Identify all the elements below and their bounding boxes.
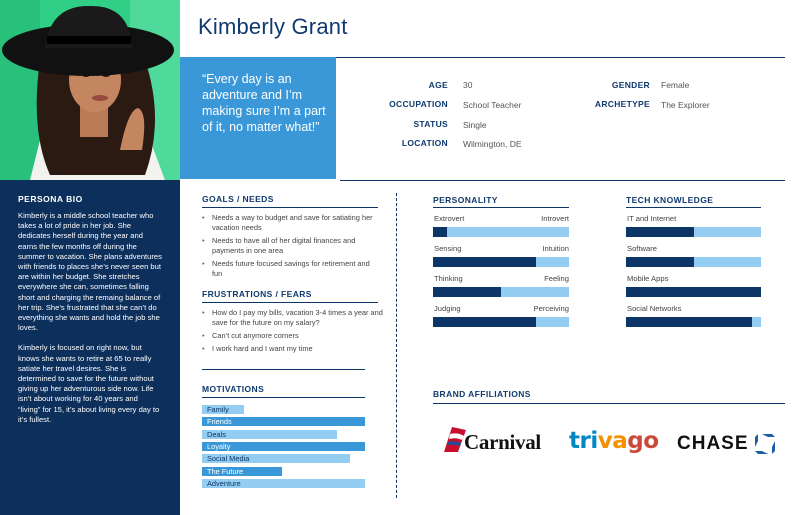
age-label: AGE — [428, 80, 448, 90]
column-divider — [396, 193, 397, 498]
motivation-row — [202, 467, 365, 476]
persona-photo — [0, 0, 180, 180]
personality-left-label: Sensing — [434, 244, 462, 253]
personality-slider — [433, 287, 569, 297]
motivation-bar: Deals — [202, 430, 337, 439]
personality-slider-fill — [433, 287, 501, 297]
goals-divider — [202, 207, 378, 208]
gender-label: GENDER — [611, 80, 650, 90]
motivation-bar: Adventure — [202, 479, 365, 488]
chase-logo — [677, 433, 749, 455]
tech-divider — [626, 207, 761, 208]
motivation-row — [202, 442, 365, 451]
frustrations-title: FRUSTRATIONS / FEARS — [202, 289, 312, 299]
motivation-row — [202, 405, 365, 414]
tech-label: Social Networks — [627, 304, 682, 313]
list-item: • Needs future focused savings for retirement and fun — [202, 259, 382, 279]
age-value: 30 — [463, 80, 473, 90]
list-item: • Can’t cut anymore corners — [202, 331, 384, 341]
tech-label: Software — [627, 244, 657, 253]
trivago-logo — [569, 428, 659, 454]
personality-left-label: Extrovert — [434, 214, 465, 223]
motivations-divider — [202, 397, 365, 398]
personality-slider-fill — [433, 227, 447, 237]
brands-title: BRAND AFFILIATIONS — [433, 389, 531, 399]
motivations-top-divider — [202, 369, 365, 370]
carnival-wordmark: Carnival — [464, 430, 541, 454]
tech-label: IT and Internet — [627, 214, 677, 223]
archetype-label: ARCHETYPE — [594, 99, 650, 109]
motivation-row — [202, 430, 365, 439]
persona-quote: “Every day is an adventure and I’m making sure I’m a part of it, no matter what!” — [180, 57, 336, 179]
personality-right-label: Introvert — [541, 214, 569, 223]
brands-divider — [433, 403, 785, 404]
gender-value: Female — [661, 80, 690, 90]
personality-right-label: Feeling — [544, 274, 569, 283]
persona-bio — [0, 180, 180, 515]
location-value: Wilmington, DE — [463, 139, 522, 149]
motivation-row — [202, 454, 365, 463]
personality-slider — [433, 227, 569, 237]
status-value: Single — [463, 120, 487, 130]
motivation-row — [202, 479, 365, 488]
location-label: LOCATION — [401, 138, 448, 148]
persona-name: Kimberly Grant — [198, 14, 348, 39]
personality-left-label: Judging — [434, 304, 461, 313]
bio-title: PERSONA BIO — [18, 194, 83, 204]
occupation-label: OCCUPATION — [389, 99, 448, 109]
tech-bar — [626, 317, 761, 327]
goals-list — [202, 213, 382, 282]
chase-wordmark: CHASE — [677, 433, 749, 454]
motivation-bar: Social Media — [202, 454, 350, 463]
motivation-bar: Family — [202, 405, 244, 414]
personality-right-label: Perceiving — [533, 304, 569, 313]
tech-title: TECH KNOWLEDGE — [626, 195, 714, 205]
occupation-value: School Teacher — [463, 100, 522, 110]
list-item: • Needs a way to budget and save for satiating her vacation needs — [202, 213, 382, 233]
list-item: • I work hard and I want my time — [202, 344, 384, 354]
personality-left-label: Thinking — [434, 274, 463, 283]
frustrations-list — [202, 308, 384, 357]
motivation-bar: Loyalty — [202, 442, 365, 451]
motivation-bar: Friends — [202, 417, 365, 426]
frustrations-divider — [202, 302, 378, 303]
tech-bar-fill — [626, 287, 761, 297]
personality-divider — [433, 207, 569, 208]
motivations-title: MOTIVATIONS — [202, 384, 265, 394]
tech-bar-fill — [626, 317, 752, 327]
motivation-bar: The Future — [202, 467, 282, 476]
persona-photo-illustration — [0, 0, 180, 180]
archetype-value: The Explorer — [661, 100, 710, 110]
personality-slider-fill — [433, 317, 536, 327]
bio-paragraph-1: Kimberly is a middle school teacher who takes a lot of pride in her job. She dedicates herself during the year and earns the few months off during the summer to vacation. She plans adventures with friends to places she’s never seen but are within her budget. She stretches everywhere she can, sometimes falling short and charging the remaing balance of her trip. She’s frustrated that she can’t do everything she wants and hold the job she loves. — [18, 211, 162, 333]
personality-slider — [433, 317, 569, 327]
personality-slider — [433, 257, 569, 267]
chase-octagon-icon — [755, 434, 775, 454]
personality-right-label: Intuition — [542, 244, 569, 253]
trivago-part-1: tri — [569, 428, 598, 454]
tech-bar — [626, 287, 761, 297]
status-label: STATUS — [413, 119, 448, 129]
personality-title: PERSONALITY — [433, 195, 498, 205]
tech-bar-fill — [626, 257, 694, 267]
personality-slider-fill — [433, 257, 536, 267]
trivago-part-2: va — [597, 428, 628, 454]
info-divider — [340, 180, 785, 181]
trivago-part-3: go — [627, 428, 659, 454]
list-item: • Needs to have all of her digital finances and payments in one area — [202, 236, 382, 256]
tech-label: Mobile Apps — [627, 274, 669, 283]
tech-bar — [626, 257, 761, 267]
tech-bar-fill — [626, 227, 694, 237]
bio-paragraph-2: Kimberly is focused on right now, but knows she wants to retire at 65 to really satiate her travel desires. She is determined to save for the future without giving up her adventurous side now. Life isn’t about working for 40 years and “living” for 15, it’s about living every day to it’s fullest. — [18, 343, 160, 424]
goals-title: GOALS / NEEDS — [202, 194, 274, 204]
tech-bar — [626, 227, 761, 237]
motivation-row — [202, 417, 365, 426]
carnival-logo — [440, 424, 555, 456]
list-item: • How do I pay my bills, vacation 3-4 times a year and save for the future on my salary? — [202, 308, 384, 328]
